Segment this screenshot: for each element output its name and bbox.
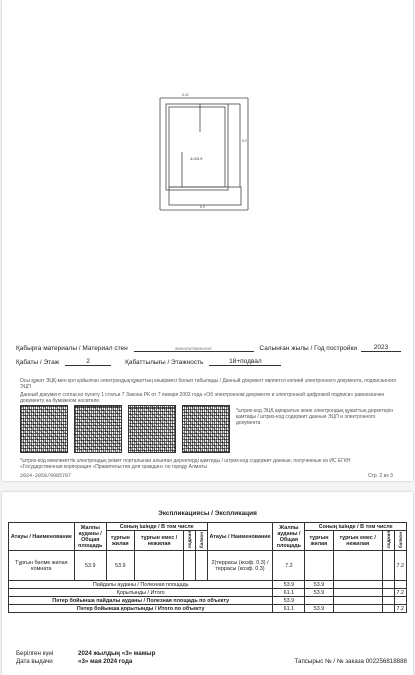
issued-date-value: 2024 жылдың «3» мамыр: [78, 650, 156, 657]
header-nonliving: тұрғын емес / нежилая: [134, 531, 183, 551]
row-left-name: Тұрғын бөлме жилая комната: [9, 551, 75, 581]
summary-balcony: [394, 597, 406, 605]
table-header-row: [9, 523, 407, 531]
summary-label: Пәтер бойынша қорытынды / Итого по объекту: [9, 605, 273, 613]
row-left-loggia: [184, 551, 196, 581]
legal-note-2: Данный документ согласно пункту 1 статьи 7 Закона РК от 7 января 2003 года «Об электронном документе и электронной цифровой подписи» равнозначен документу на бумажном носителе.: [20, 392, 385, 404]
summary-total: 61.1: [273, 589, 305, 597]
plan-inner-wall: [169, 107, 225, 187]
plan-outer-wall: [166, 104, 228, 190]
row-left-balcony: [195, 551, 207, 581]
summary-label: Пәтер бойынша пайдалы ауданы / Полезная площадь по объекту: [9, 597, 273, 605]
qr-code-2: [74, 405, 122, 453]
summary-row: [9, 589, 407, 597]
page-number: Стр. 2 из 3: [368, 473, 393, 479]
summary-balcony: 7.2: [394, 605, 406, 613]
header-balcony: балкон: [195, 531, 207, 551]
plan-room-label: 4=53.9: [190, 156, 203, 161]
row-right-nonliving: [333, 551, 382, 581]
header-balcony: балкон: [394, 531, 406, 551]
table-row: [9, 551, 407, 581]
qr-code-3: [128, 405, 176, 453]
summary-row: [9, 605, 407, 613]
wall-year-row: [16, 344, 401, 352]
issued-date-label-ru: Дата выдачи: [16, 658, 53, 665]
summary-living: 53.9: [305, 589, 333, 597]
header-name: Атауы / Наименование: [9, 523, 75, 551]
row-right-name: 2(террасы (коэф. 0.3) / террасы (коэф. 0.3): [207, 551, 273, 581]
header-living: тұрғын жилая: [106, 531, 134, 551]
row-left-nonliving: [134, 551, 183, 581]
plan-dim-right: 6.0: [242, 139, 247, 143]
document-code: 2024-2050/9985707: [20, 473, 72, 479]
summary-total: 53.9: [273, 581, 305, 589]
issued-date-label: Берілген күні: [16, 650, 54, 657]
summary-living: 53.9: [305, 605, 333, 613]
floor-label: Қабаты / Этаж: [16, 359, 60, 366]
floor-row: [16, 358, 401, 366]
floor-plan: [152, 92, 262, 212]
header-living: тұрғын жилая: [305, 531, 333, 551]
legal-note-1: Осы құжат ЭЦҚ-мен қол қойылған электрондық құжаттың көшірмесі болып табылады / Данный документ является копией электронного документа, подписанного ЭЦП: [20, 378, 397, 390]
summary-row: [9, 597, 407, 605]
header-including: Соның ішінде / В том числе: [305, 523, 407, 531]
build-year-label: Салынған жылы / Год постройки: [259, 345, 357, 352]
summary-living: [305, 597, 333, 605]
row-right-living: [305, 551, 333, 581]
header-total: Жалпы ауданы / Общая площадь: [74, 523, 106, 551]
footnote-2: *штрих-код мемлекеттік электрондық үкімет порталынан алынған деректерді қамтиды / штрих-код содержит данные, полученные из ИС ЕГКН: [20, 458, 351, 464]
floors-total-label: Қабаттылығы / Этажность: [125, 359, 204, 366]
explication-title: Экспликациясы / Экспликация: [158, 510, 257, 517]
issued-date-value-ru: «3» мая 2024 года: [78, 658, 133, 665]
summary-label: Қорытынды / Итого: [9, 589, 273, 597]
row-left-living: 53.9: [106, 551, 134, 581]
row-left-total: 53.9: [74, 551, 106, 581]
row-right-balcony: 7.2: [394, 551, 406, 581]
summary-row: [9, 581, 407, 589]
wall-material-value: монолит/монолит: [134, 346, 254, 352]
plan-dim-top: 6.22: [182, 93, 189, 97]
qr-code-1: [20, 405, 68, 453]
footnote-3: «Государственная корпорация «Правительство для граждан» по городу Алматы: [20, 464, 207, 470]
header-including: Соның ішінде / В том числе: [106, 523, 207, 531]
header-loggia: лоджия: [382, 531, 394, 551]
wall-material-label: Қабырға материалы / Материал стен: [16, 345, 128, 352]
summary-total: 53.9: [273, 597, 305, 605]
row-right-total: 7.2: [273, 551, 305, 581]
floors-total-value: 18+подвал: [209, 358, 281, 366]
explication-table: [8, 522, 407, 613]
summary-label: Пайдалы ауданы / Полезная площадь: [9, 581, 273, 589]
order-number: Тапсырыс № / № заказа 002256818888: [294, 658, 407, 665]
floor-value: 2: [65, 358, 111, 366]
header-loggia: лоджия: [184, 531, 196, 551]
header-name: Атауы / Наименование: [207, 523, 273, 551]
header-nonliving: тұрғын емес / нежилая: [333, 531, 382, 551]
header-total: Жалпы ауданы / Общая площадь: [273, 523, 305, 551]
document-page-1: [2, 0, 413, 481]
qr-code-4: [182, 405, 230, 453]
plan-dim-bottom: 6.0: [200, 205, 205, 209]
footnote-1: *штрих-код ЭЦҚ ақпаратын және электрондық құжаттың деректерін қамтиды / штрих-код содержит данные ЭЦП и электронного документа: [236, 408, 394, 426]
document-page-2: [2, 492, 413, 675]
build-year-value: 2023: [361, 344, 401, 352]
summary-total: 61.1: [273, 605, 305, 613]
summary-balcony: 7.2: [394, 589, 406, 597]
summary-balcony: [394, 581, 406, 589]
row-right-loggia: [382, 551, 394, 581]
summary-living: 53.9: [305, 581, 333, 589]
